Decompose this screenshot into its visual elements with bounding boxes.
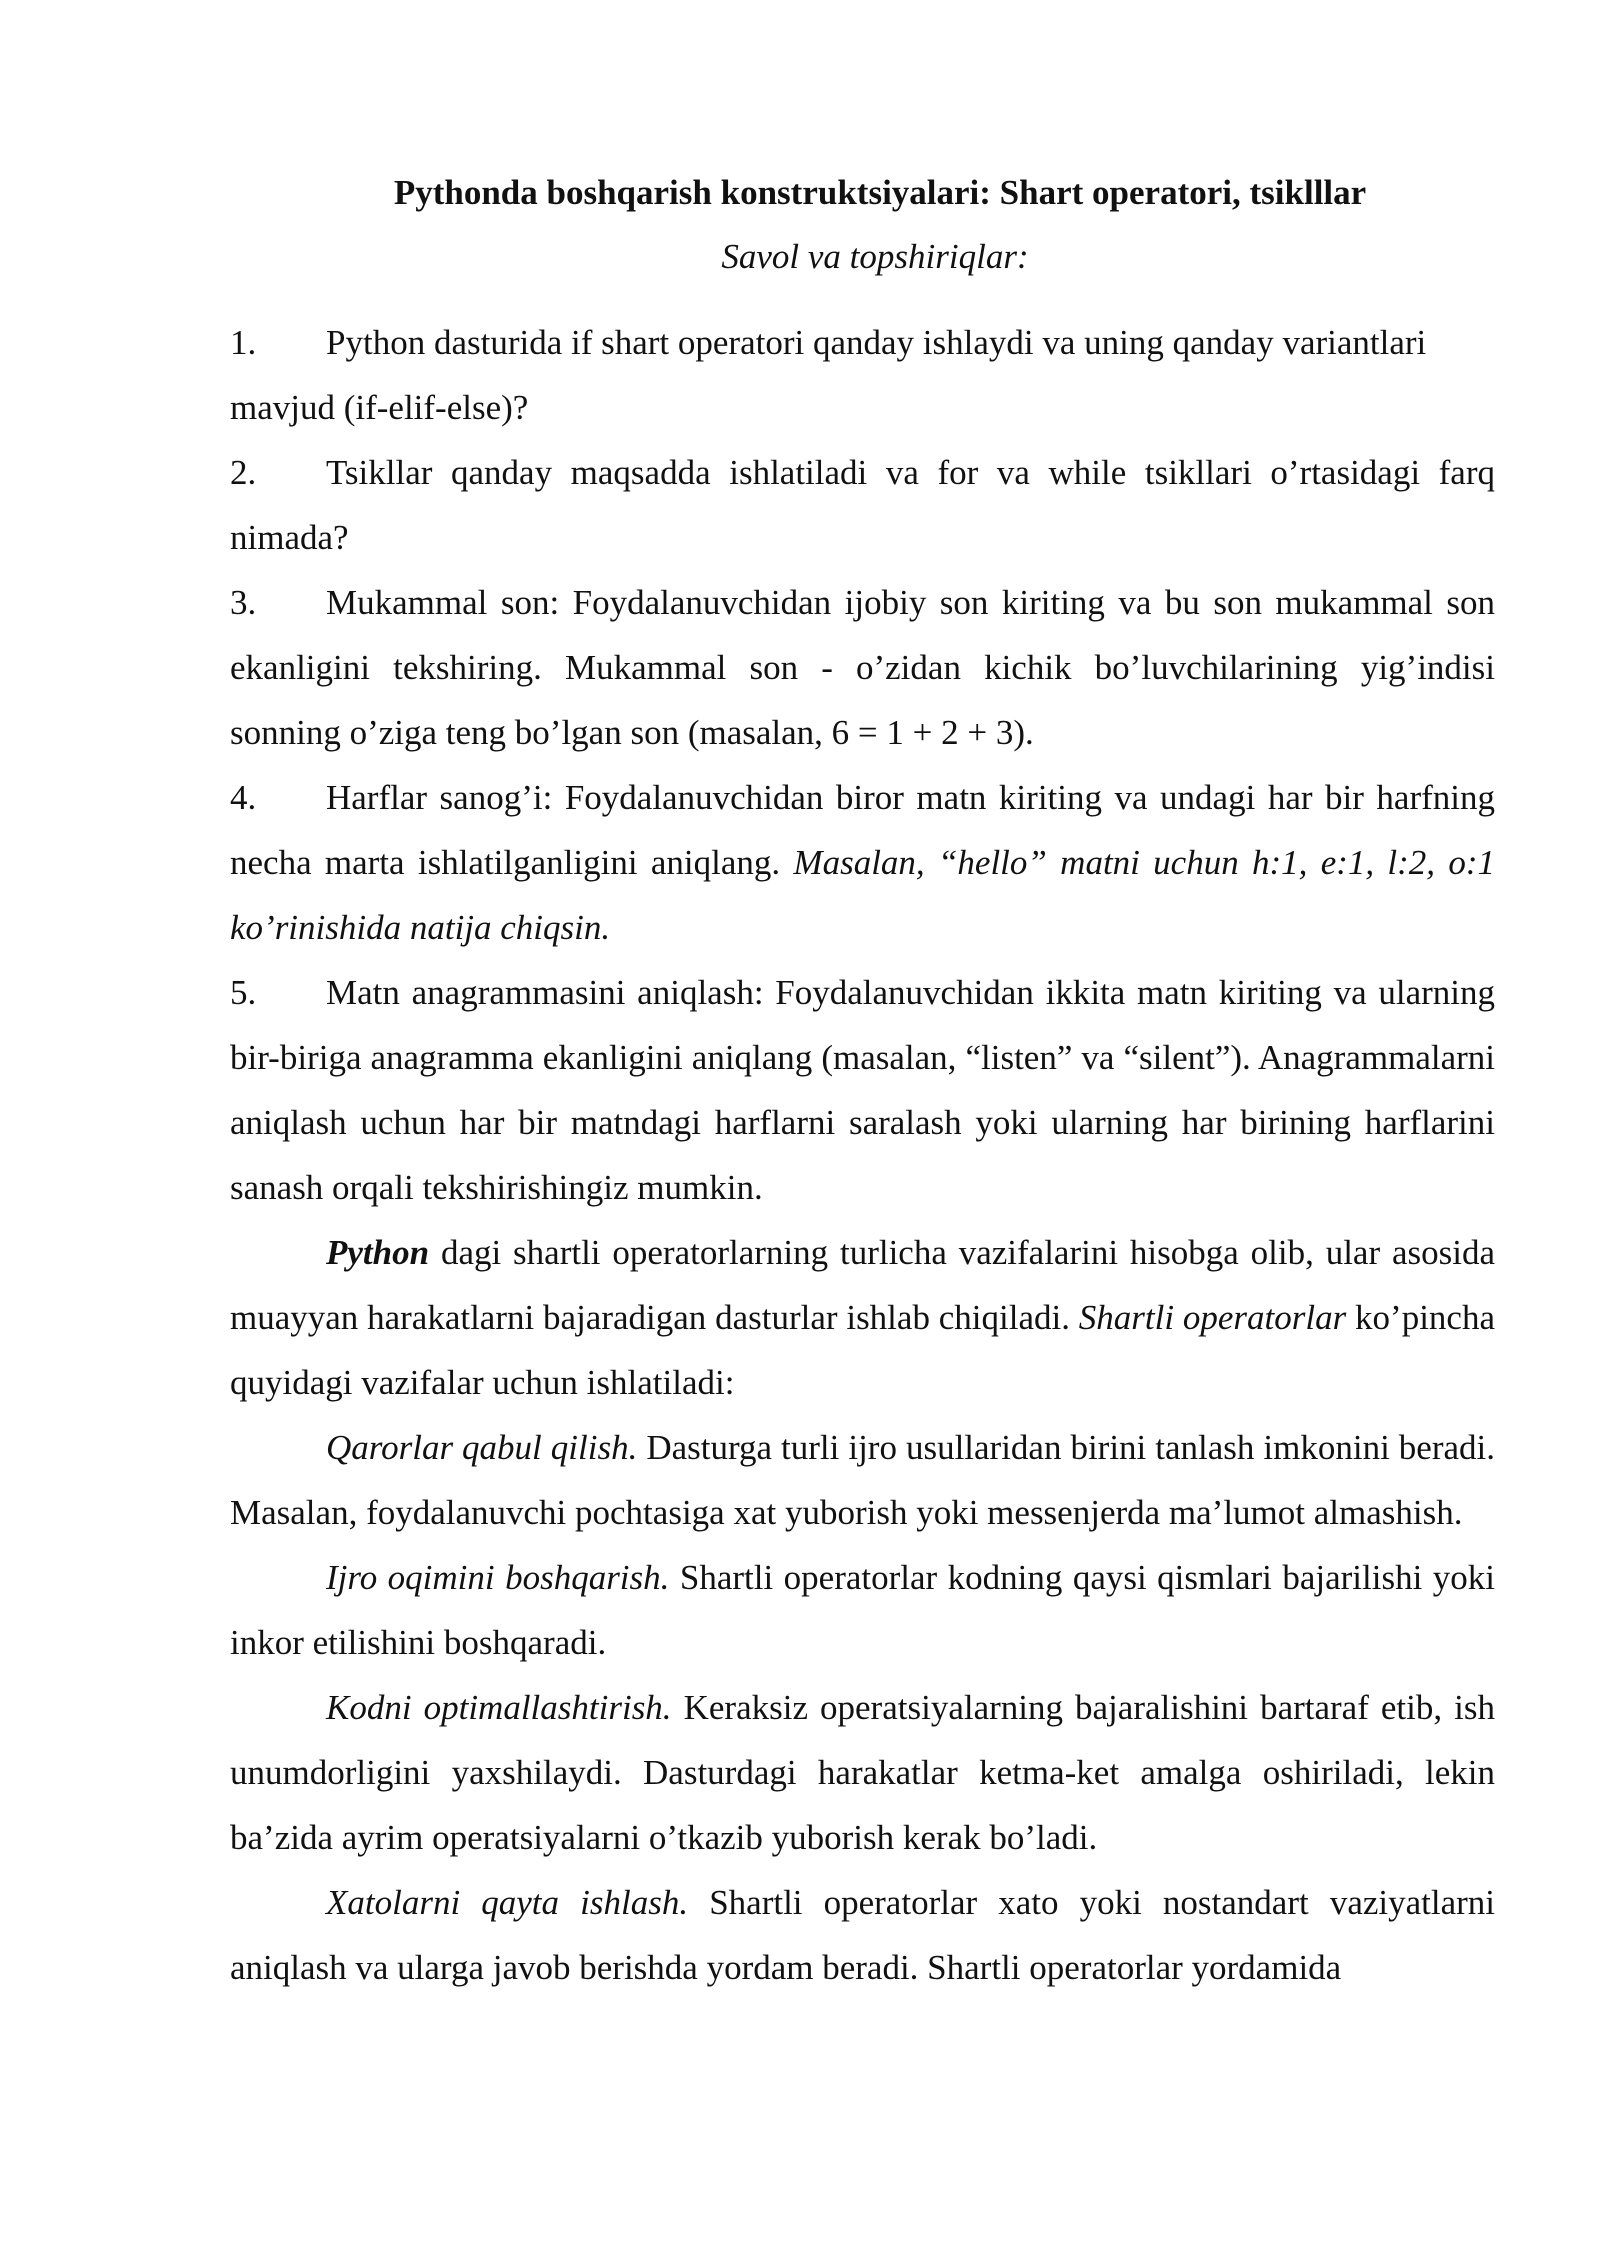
paragraph-text: Shartli operatorlar kodning qaysi qismlari bajarilishi yoki inkor etilishini boshqaradi. bbox=[230, 1558, 1495, 1662]
paragraph-term: Xatolarni qayta ishlash. bbox=[326, 1883, 689, 1922]
paragraph-text: Dasturga turli ijro usullaridan birini tanlash imkonini beradi. Masalan, foydalanuvchi pochtasiga xat yuborish yoki messenjerda ma’lumot almashish. bbox=[230, 1428, 1495, 1532]
question-text: Matn anagrammasini aniqlash: Foydalanuvchidan ikkita matn kiriting va ularning bir-biriga anagramma ekanligini aniqlang (masalan, “listen” va “silent”). Anagrammalarni aniqlash uchun har bir matndagi harflarni saralash yoki ularning har birining harflarini sanash orqali tekshirishingiz mumkin. bbox=[230, 973, 1495, 1207]
question-list bbox=[230, 310, 1495, 1220]
question-number: 3. bbox=[230, 583, 257, 622]
paragraph-term: Qarorlar qabul qilish. bbox=[326, 1428, 638, 1467]
question-example: Masalan, “hello” matni uchun h:1, e:1, l:2, o:1 ko’rinishida natija chiqsin. bbox=[230, 843, 1495, 947]
question-item bbox=[230, 960, 1495, 1220]
paragraph-text: Keraksiz operatsiyalarning bajaralishini bartaraf etib, ish unumdorligini yaxshilaydi. Dasturdagi harakatlar ketma-ket amalga oshiriladi, lekin ba’zida ayrim operatsiyalarni o’tkazib yuborish kerak bo’ladi. bbox=[230, 1688, 1496, 1857]
question-item bbox=[230, 440, 1495, 570]
paragraph-term: Ijro oqimini boshqarish. bbox=[326, 1558, 670, 1597]
question-text: Harflar sanog’i: Foydalanuvchidan biror matn kiriting va undagi har bir harfning necha marta ishlatilganligini aniqlang. bbox=[230, 778, 1495, 882]
intro-paragraph bbox=[230, 1220, 1495, 1415]
intro-text: dagi shartli operatorlarning turlicha vazifalarini hisobga olib, ular asosida muayyan harakatlarni bajaradigan dasturlar ishlab chiqiladi. bbox=[230, 1233, 1495, 1337]
question-number: 4. bbox=[230, 778, 257, 817]
paragraph-term: Kodni optimallashtirish. bbox=[326, 1688, 672, 1727]
intro-text-end: ko’pincha quyidagi vazifalar uchun ishlatiladi: bbox=[230, 1298, 1495, 1402]
paragraph-text: Shartli operatorlar xato yoki nostandart vaziyatlarni aniqlash va ularga javob berishda yordam beradi. Shartli operatorlar yordamida bbox=[230, 1883, 1496, 1987]
question-number: 1. bbox=[230, 323, 257, 362]
body-paragraph bbox=[230, 1545, 1495, 1675]
question-number: 5. bbox=[230, 973, 257, 1012]
question-number: 2. bbox=[230, 453, 257, 492]
body-paragraph bbox=[230, 1675, 1495, 1870]
question-text: Mukammal son: Foydalanuvchidan ijobiy son kiriting va bu son mukammal son ekanligini tekshiring. Mukammal son - o’zidan kichik bo’luvchilarining yig’indisi sonning o’ziga teng bo’lgan son (masalan, 6 = 1 + 2 + 3). bbox=[230, 583, 1495, 752]
question-text: Tsikllar qanday maqsadda ishlatiladi va for va while tsikllari o’rtasidagi farq nimada? bbox=[230, 453, 1495, 557]
question-item bbox=[230, 765, 1495, 960]
question-item bbox=[230, 570, 1495, 765]
question-item bbox=[230, 310, 1495, 440]
body-paragraph bbox=[230, 1870, 1495, 2000]
body-paragraph bbox=[230, 1415, 1495, 1545]
question-text: Python dasturida if shart operatori qanday ishlaydi va uning qanday variantlari mavjud (if-elif-else)? bbox=[230, 323, 1427, 427]
document-title: Pythonda boshqarish konstruktsiyalari: Shart operatori, tsiklllar bbox=[393, 173, 1367, 212]
document-body bbox=[230, 310, 1495, 2000]
intro-lead-term: Python bbox=[326, 1233, 430, 1272]
intro-italic-term: Shartli operatorlar bbox=[1078, 1298, 1347, 1337]
document-subtitle: Savol va topshiriqlar: bbox=[721, 237, 1029, 276]
